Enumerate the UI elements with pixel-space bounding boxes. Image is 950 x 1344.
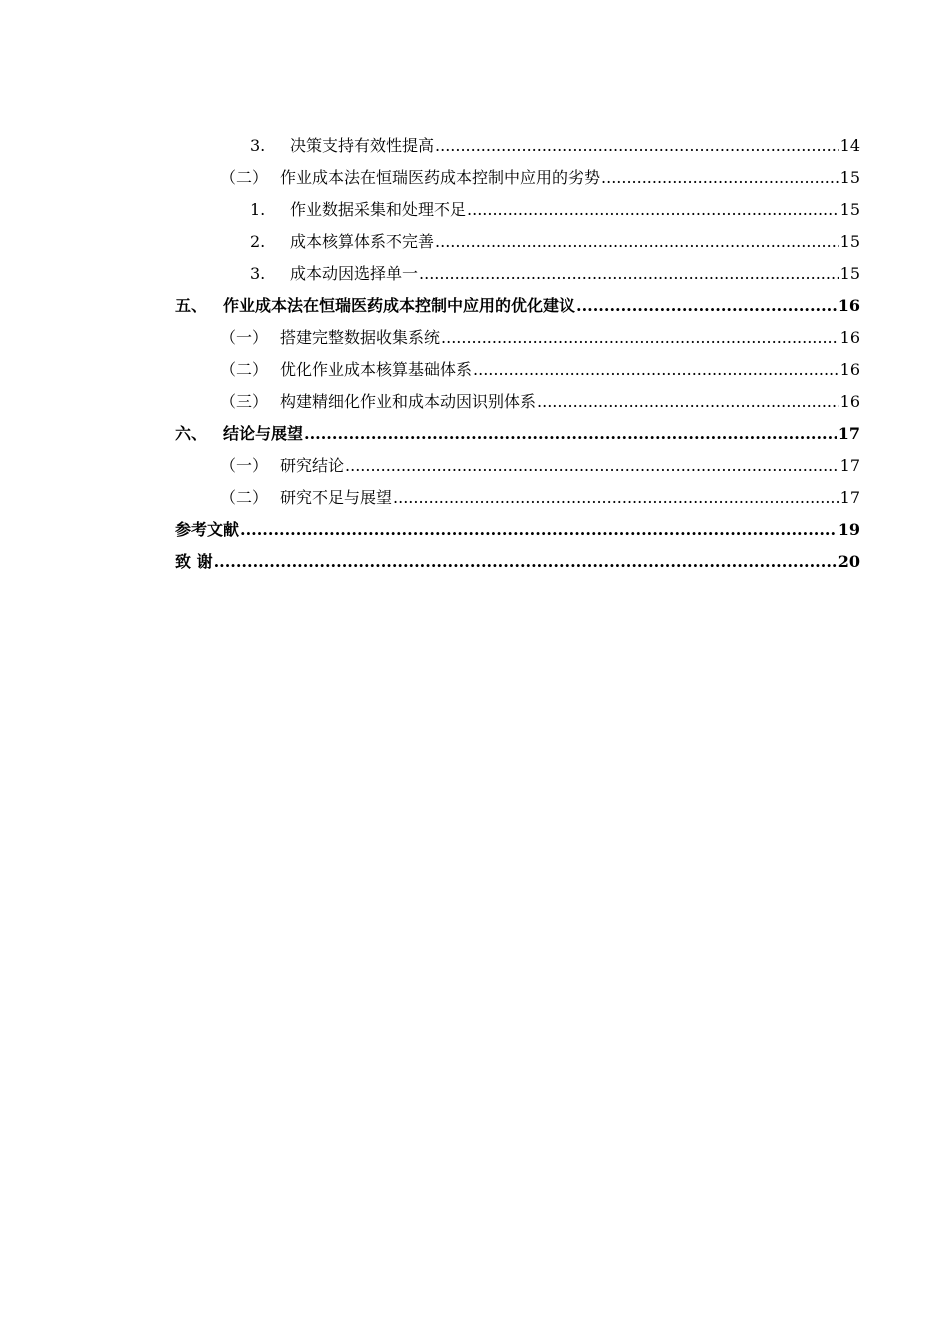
- toc-chapter[interactable]: [0, 284, 950, 316]
- toc-entry-title: 作业成本法在恒瑞医药成本控制中应用的劣势: [280, 168, 601, 187]
- toc-entry-page: 15: [839, 232, 860, 251]
- toc-entry-number: 3.: [250, 264, 266, 283]
- toc-entry-page: 17: [839, 488, 860, 507]
- toc-entry-title: 搭建完整数据收集系统: [280, 328, 441, 347]
- toc-entry-page: 16: [839, 392, 860, 411]
- toc-entry-number: （二）: [220, 360, 269, 379]
- toc-entry[interactable]: [0, 188, 950, 220]
- toc-entry-title: 致 谢: [175, 552, 213, 571]
- toc-chapter[interactable]: [0, 412, 950, 444]
- toc-entry-title: 作业成本法在恒瑞医药成本控制中应用的优化建议: [223, 296, 576, 315]
- toc-entry[interactable]: [0, 476, 950, 508]
- toc-entry-number: （一）: [220, 456, 269, 475]
- toc-entry[interactable]: [0, 220, 950, 252]
- toc-entry-number: 3.: [250, 136, 266, 155]
- toc-leader-dots: [601, 168, 839, 188]
- toc-leader-dots: [345, 456, 839, 476]
- toc-entry-number: 2.: [250, 232, 266, 251]
- toc-entry-page: 16: [839, 328, 860, 347]
- toc-entry-number: （三）: [220, 392, 269, 411]
- toc-entry-title: 研究不足与展望: [280, 488, 393, 507]
- toc-entry-page: 16: [837, 296, 860, 315]
- toc-entry[interactable]: [0, 380, 950, 412]
- toc-leader-dots: [537, 392, 839, 412]
- toc-entry-page: 15: [839, 264, 860, 283]
- toc-leader-dots: [419, 264, 839, 284]
- toc-entry-title: 研究结论: [280, 456, 345, 475]
- toc-entry-page: 17: [837, 424, 860, 443]
- toc-leader-dots: [467, 200, 839, 220]
- toc-entry-title: 结论与展望: [223, 424, 304, 443]
- toc-entry-page: 17: [839, 456, 860, 475]
- toc-entry-page: 19: [837, 520, 860, 539]
- toc-entry-title: 参考文献: [175, 520, 240, 539]
- toc-entry[interactable]: [0, 252, 950, 284]
- toc-entry-number: 六、: [175, 424, 208, 443]
- toc-entry-number: 1.: [250, 200, 266, 219]
- toc-entry-number: （二）: [220, 488, 269, 507]
- toc-entry-page: 16: [839, 360, 860, 379]
- toc-entry-number: 五、: [175, 296, 208, 315]
- table-of-contents: [0, 124, 950, 572]
- toc-entry-title: 作业数据采集和处理不足: [290, 200, 467, 219]
- toc-leader-dots: [214, 552, 837, 572]
- toc-entry[interactable]: [0, 156, 950, 188]
- toc-references[interactable]: [0, 508, 950, 540]
- toc-entry-number: （二）: [220, 168, 269, 187]
- toc-leader-dots: [435, 136, 839, 156]
- toc-entry[interactable]: [0, 348, 950, 380]
- toc-entry-page: 15: [839, 200, 860, 219]
- toc-entry-page: 15: [839, 168, 860, 187]
- toc-leader-dots: [473, 360, 839, 380]
- toc-entry-title: 成本动因选择单一: [290, 264, 419, 283]
- toc-entry[interactable]: [0, 316, 950, 348]
- toc-entry-page: 14: [839, 136, 860, 155]
- toc-acknowledgements[interactable]: [0, 540, 950, 572]
- toc-leader-dots: [435, 232, 839, 252]
- toc-leader-dots: [576, 296, 837, 316]
- toc-entry-number: （一）: [220, 328, 269, 347]
- toc-entry-title: 决策支持有效性提高: [290, 136, 435, 155]
- toc-entry-title: 成本核算体系不完善: [290, 232, 435, 251]
- toc-leader-dots: [393, 488, 839, 508]
- toc-leader-dots: [304, 424, 837, 444]
- toc-entry[interactable]: [0, 444, 950, 476]
- toc-entry-title: 构建精细化作业和成本动因识别体系: [280, 392, 537, 411]
- toc-leader-dots: [240, 520, 837, 540]
- toc-entry-page: 20: [837, 552, 860, 571]
- toc-entry[interactable]: [0, 124, 950, 156]
- toc-leader-dots: [441, 328, 839, 348]
- toc-entry-title: 优化作业成本核算基础体系: [280, 360, 473, 379]
